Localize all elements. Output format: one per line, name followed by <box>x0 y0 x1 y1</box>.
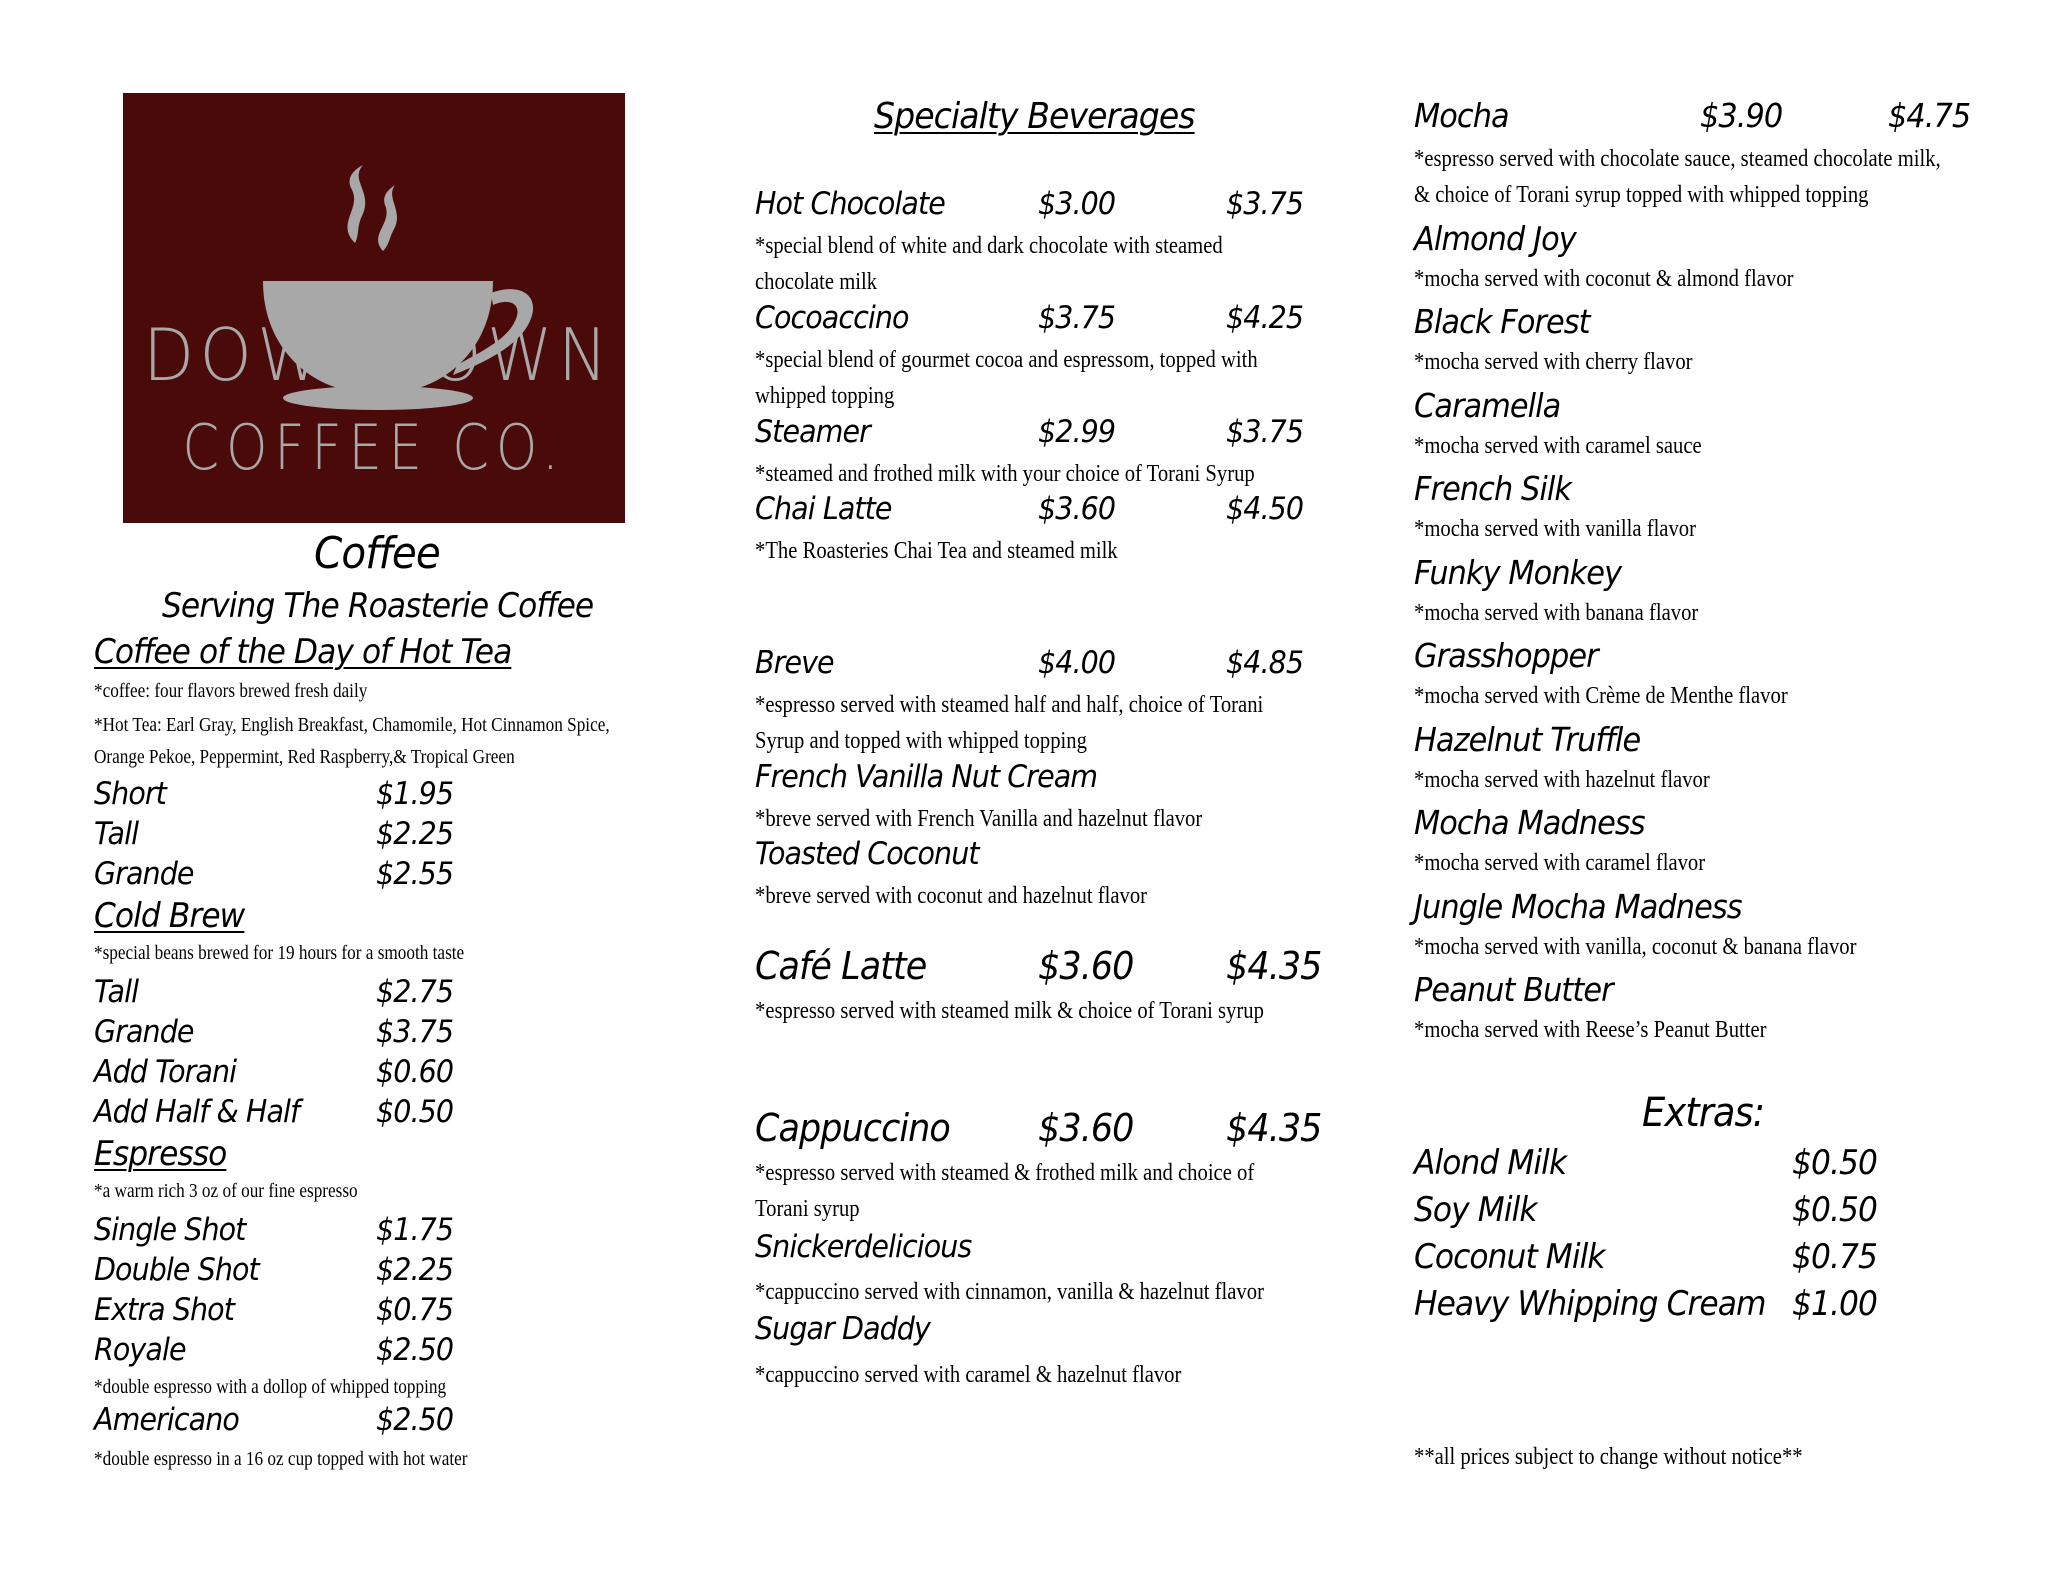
size-grande-name: Grande <box>94 856 194 892</box>
hazelnut-truffle-desc: *mocha served with hazelnut flavor <box>1414 767 1710 793</box>
mocha-madness-name: Mocha Madness <box>1414 803 1645 842</box>
single-shot-price: $1.75 <box>376 1212 454 1248</box>
coconut-milk-name: Coconut Milk <box>1414 1237 1605 1277</box>
double-shot-price: $2.25 <box>376 1252 454 1288</box>
cappuccino-name: Cappuccino <box>755 1106 950 1150</box>
hot-chocolate-desc-cont: chocolate milk <box>755 269 878 295</box>
soy-milk-price: $0.50 <box>1792 1190 1877 1230</box>
breve-name: Breve <box>755 645 834 681</box>
cold-brew-grande-name: Grande <box>94 1014 194 1050</box>
snickerdelicious-desc: *cappuccino served with cinnamon, vanilla & hazelnut flavor <box>755 1279 1264 1305</box>
grasshopper-desc: *mocha served with Crème de Menthe flavor <box>1414 683 1788 709</box>
mocha-price-small: $3.90 <box>1700 96 1783 135</box>
size-short-price: $1.95 <box>376 776 454 812</box>
cappuccino-desc: *espresso served with steamed & frothed milk and choice of <box>755 1160 1255 1186</box>
double-shot-name: Double Shot <box>94 1252 259 1288</box>
cold-brew-note: *special beans brewed for 19 hours for a smooth taste <box>94 942 465 964</box>
peanut-butter-desc: *mocha served with Reese’s Peanut Butter <box>1414 1017 1767 1043</box>
grasshopper-name: Grasshopper <box>1414 636 1598 675</box>
cold-brew-grande-price: $3.75 <box>376 1014 454 1050</box>
add-torani-name: Add Torani <box>94 1054 237 1090</box>
mocha-price-large: $4.75 <box>1888 96 1971 135</box>
cocoaccino-desc-cont: whipped topping <box>755 383 895 409</box>
black-forest-name: Black Forest <box>1414 302 1590 341</box>
steamer-price-small: $2.99 <box>1038 414 1116 450</box>
heavy-whipping-cream-name: Heavy Whipping Cream <box>1414 1284 1766 1324</box>
cafe-latte-name: Café Latte <box>755 944 927 988</box>
americano-note: *double espresso in a 16 oz cup topped with hot water <box>94 1448 468 1470</box>
coffee-title: Coffee <box>314 528 440 579</box>
breve-desc: *espresso served with steamed half and half, choice of Torani <box>755 692 1264 718</box>
snickerdelicious-name: Snickerdelicious <box>755 1229 972 1265</box>
chai-latte-desc: *The Roasteries Chai Tea and steamed milk <box>755 538 1118 564</box>
almond-joy-desc: *mocha served with coconut & almond flavor <box>1414 266 1794 292</box>
size-tall-price: $2.25 <box>376 816 454 852</box>
almond-joy-name: Almond Joy <box>1414 219 1576 258</box>
cappuccino-desc-cont: Torani syrup <box>755 1196 860 1222</box>
price-disclaimer: **all prices subject to change without notice** <box>1414 1444 1803 1470</box>
breve-price-large: $4.85 <box>1226 645 1304 681</box>
coffee-day-note: *coffee: four flavors brewed fresh daily <box>94 680 368 702</box>
cocoaccino-price-large: $4.25 <box>1226 300 1304 336</box>
extra-shot-price: $0.75 <box>376 1292 454 1328</box>
hot-tea-note-cont: Orange Pekoe, Peppermint, Red Raspberry,& Tropical Green <box>94 746 515 768</box>
coffee-subtitle: Serving The Roasterie Coffee <box>162 586 594 626</box>
hot-chocolate-price-small: $3.00 <box>1038 186 1116 222</box>
extras-title: Extras: <box>1642 1090 1765 1136</box>
sugar-daddy-desc: *cappuccino served with caramel & hazelnut flavor <box>755 1362 1182 1388</box>
specialty-title: Specialty Beverages <box>874 96 1195 137</box>
royale-name: Royale <box>94 1332 186 1368</box>
heavy-whipping-cream-price: $1.00 <box>1792 1284 1877 1324</box>
coffee-day-heading: Coffee of the Day of Hot Tea <box>94 632 512 672</box>
single-shot-name: Single Shot <box>94 1212 246 1248</box>
cafe-latte-desc: *espresso served with steamed milk & choice of Torani syrup <box>755 998 1264 1024</box>
royale-note: *double espresso with a dollop of whipped topping <box>94 1376 447 1398</box>
mocha-name: Mocha <box>1414 96 1509 135</box>
espresso-note: *a warm rich 3 oz of our fine espresso <box>94 1180 358 1202</box>
hazelnut-truffle-name: Hazelnut Truffle <box>1414 720 1641 759</box>
black-forest-desc: *mocha served with cherry flavor <box>1414 349 1693 375</box>
soy-milk-name: Soy Milk <box>1414 1190 1537 1230</box>
steamer-desc: *steamed and frothed milk with your choice of Torani Syrup <box>755 461 1255 487</box>
cold-brew-heading: Cold Brew <box>94 896 245 936</box>
caramella-desc: *mocha served with caramel sauce <box>1414 433 1702 459</box>
extra-shot-name: Extra Shot <box>94 1292 234 1328</box>
funky-monkey-name: Funky Monkey <box>1414 553 1622 592</box>
jungle-mocha-madness-name: Jungle Mocha Madness <box>1414 887 1742 926</box>
cappuccino-price-small: $3.60 <box>1038 1106 1134 1150</box>
french-vanilla-nut-cream-name: French Vanilla Nut Cream <box>755 759 1098 795</box>
funky-monkey-desc: *mocha served with banana flavor <box>1414 600 1699 626</box>
hot-tea-note: *Hot Tea: Earl Gray, English Breakfast, Chamomile, Hot Cinnamon Spice, <box>94 714 610 736</box>
hot-chocolate-name: Hot Chocolate <box>755 186 945 222</box>
french-vanilla-nut-cream-desc: *breve served with French Vanilla and hazelnut flavor <box>755 806 1203 832</box>
logo-line2: COFFEE CO. <box>182 411 566 484</box>
royale-price: $2.50 <box>376 1332 454 1368</box>
add-half-half-price: $0.50 <box>376 1094 454 1130</box>
mocha-desc-cont: & choice of Torani syrup topped with whipped topping <box>1414 182 1869 208</box>
americano-price: $2.50 <box>376 1402 454 1438</box>
cafe-latte-price-small: $3.60 <box>1038 944 1134 988</box>
chai-latte-price-large: $4.50 <box>1226 491 1304 527</box>
cappuccino-price-large: $4.35 <box>1226 1106 1322 1150</box>
mocha-madness-desc: *mocha served with caramel flavor <box>1414 850 1706 876</box>
cafe-latte-price-large: $4.35 <box>1226 944 1322 988</box>
hot-chocolate-price-large: $3.75 <box>1226 186 1304 222</box>
cocoaccino-desc: *special blend of gourmet cocoa and espressom, topped with <box>755 347 1258 373</box>
chai-latte-price-small: $3.60 <box>1038 491 1116 527</box>
size-short-name: Short <box>94 776 166 812</box>
cocoaccino-price-small: $3.75 <box>1038 300 1116 336</box>
almond-milk-name: Alond Milk <box>1414 1143 1567 1183</box>
cold-brew-tall-name: Tall <box>94 974 139 1010</box>
americano-name: Americano <box>94 1402 239 1438</box>
steamer-price-large: $3.75 <box>1226 414 1304 450</box>
caramella-name: Caramella <box>1414 386 1561 425</box>
breve-price-small: $4.00 <box>1038 645 1116 681</box>
sugar-daddy-name: Sugar Daddy <box>755 1311 930 1347</box>
jungle-mocha-madness-desc: *mocha served with vanilla, coconut & banana flavor <box>1414 934 1857 960</box>
chai-latte-name: Chai Latte <box>755 491 892 527</box>
hot-chocolate-desc: *special blend of white and dark chocolate with steamed <box>755 233 1223 259</box>
breve-desc-cont: Syrup and topped with whipped topping <box>755 728 1087 754</box>
size-grande-price: $2.55 <box>376 856 454 892</box>
coconut-milk-price: $0.75 <box>1792 1237 1877 1277</box>
toasted-coconut-name: Toasted Coconut <box>755 836 979 872</box>
size-tall-name: Tall <box>94 816 139 852</box>
cocoaccino-name: Cocoaccino <box>755 300 909 336</box>
french-silk-name: French Silk <box>1414 469 1572 508</box>
french-silk-desc: *mocha served with vanilla flavor <box>1414 516 1696 542</box>
almond-milk-price: $0.50 <box>1792 1143 1877 1183</box>
logo <box>123 93 625 523</box>
logo-line1: DOWNTOWN <box>143 313 614 397</box>
mocha-desc: *espresso served with chocolate sauce, steamed chocolate milk, <box>1414 146 1941 172</box>
steamer-name: Steamer <box>755 414 870 450</box>
add-half-half-name: Add Half & Half <box>94 1094 300 1130</box>
cold-brew-tall-price: $2.75 <box>376 974 454 1010</box>
peanut-butter-name: Peanut Butter <box>1414 970 1613 1009</box>
add-torani-price: $0.60 <box>376 1054 454 1090</box>
toasted-coconut-desc: *breve served with coconut and hazelnut flavor <box>755 883 1148 909</box>
espresso-heading: Espresso <box>94 1134 227 1174</box>
